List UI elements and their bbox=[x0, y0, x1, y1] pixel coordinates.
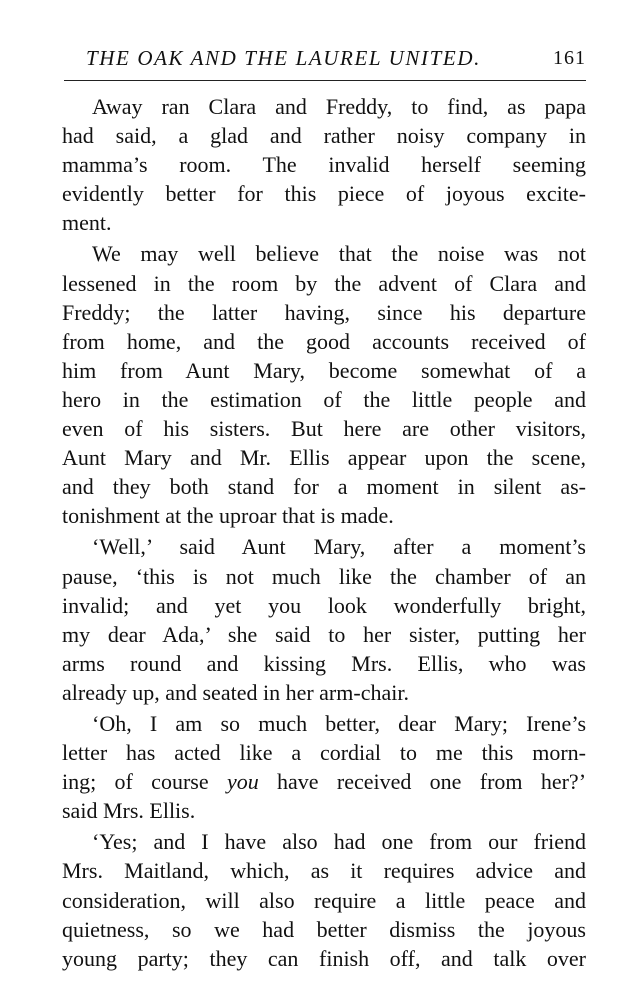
text-line: him from Aunt Mary, become somewhat of a bbox=[62, 357, 586, 383]
text-line: pause, ‘this is not much like the chamber of an bbox=[62, 563, 586, 589]
paragraph bbox=[62, 92, 586, 237]
text-line: my dear Ada,’ she said to her sister, putting her bbox=[62, 621, 586, 647]
text-line: ‘Oh, I am so much better, dear Mary; Irene’s bbox=[92, 710, 586, 736]
text-line: said Mrs. Ellis. bbox=[62, 798, 196, 824]
text-line: Aunt Mary and Mr. Ellis appear upon the scene, bbox=[62, 445, 586, 471]
text-line: We may well believe that the noise was not bbox=[92, 241, 586, 267]
text-line: already up, and seated in her arm-chair. bbox=[62, 679, 409, 705]
text-line: arms round and kissing Mrs. Ellis, who was bbox=[62, 650, 586, 676]
text-line: ment. bbox=[62, 210, 112, 236]
header-rule bbox=[64, 80, 586, 81]
text-line: young party; they can finish off, and talk over bbox=[62, 945, 586, 971]
page-header bbox=[64, 44, 586, 74]
text-line: hero in the estimation of the little people and bbox=[62, 386, 586, 412]
text-line bbox=[62, 767, 586, 796]
running-title: THE OAK AND THE LAUREL UNITED. bbox=[86, 46, 481, 70]
text-fragment: have received one from her?’ bbox=[277, 769, 587, 795]
text-line: from home, and the good accounts received of bbox=[62, 328, 586, 354]
text-line: Away ran Clara and Freddy, to find, as papa bbox=[92, 94, 586, 119]
paragraph bbox=[62, 709, 586, 825]
text-fragment: ing; of course bbox=[62, 769, 209, 795]
emphasis-you: you bbox=[226, 769, 259, 795]
text-line: ‘Yes; and I have also had one from our friend bbox=[92, 829, 586, 855]
text-line: and they both stand for a moment in silent as- bbox=[62, 474, 586, 500]
text-line: had said, a glad and rather noisy company in bbox=[62, 123, 586, 149]
text-line: evidently better for this piece of joyous excite- bbox=[62, 181, 586, 207]
text-line: even of his sisters. But here are other visitors, bbox=[62, 416, 586, 442]
text-line: ‘Well,’ said Aunt Mary, after a moment’s bbox=[92, 534, 586, 560]
paragraph bbox=[62, 532, 586, 707]
text-line: quietness, so we had better dismiss the joyous bbox=[62, 916, 586, 942]
text-line: invalid; and yet you look wonderfully bright, bbox=[62, 592, 586, 618]
text-line: tonishment at the uproar that is made. bbox=[62, 503, 394, 529]
body-text bbox=[62, 92, 586, 973]
text-line: Freddy; the latter having, since his departure bbox=[62, 299, 586, 325]
paragraph bbox=[62, 239, 586, 530]
paragraph bbox=[62, 827, 586, 972]
text-line: Mrs. Maitland, which, as it requires advice and bbox=[62, 858, 586, 884]
text-line: lessened in the room by the advent of Clara and bbox=[62, 270, 586, 296]
text-line: consideration, will also require a little peace and bbox=[62, 887, 586, 913]
page-number: 161 bbox=[553, 47, 586, 69]
text-line: mamma’s room. The invalid herself seeming bbox=[62, 152, 586, 178]
text-line: letter has acted like a cordial to me this morn- bbox=[62, 740, 586, 766]
